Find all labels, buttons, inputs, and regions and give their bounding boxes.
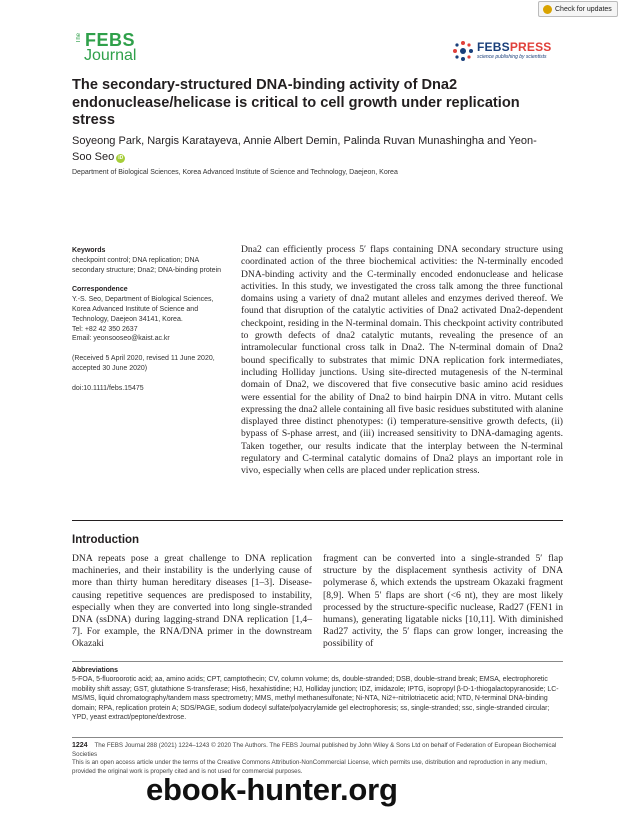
intro-right-column: fragment can be converted into a single-stranded 5′ flap structure by the displacement synthesis activity of DNA polymerase δ, which extends the upstream Okazaki fragment [8,9]. When 5′ flaps are short (<6 nt), they are most likely processed by the structure-specific nuclease, Rad27 (FEN1 in humans), generating ligatable nicks [10,11]. With diminished Rad27 activity, the 5′ flaps can grow longer, increasing the possibility of [323,553,563,650]
abbreviations-divider [72,661,563,662]
footer-license-line: This is an open access article under the terms of the Creative Commons Attribution-NonCommercial License, which permits use, distribution and reproduction in any medium, provided the original work is properly cited and is not used for commercial purposes. [72,759,547,775]
abstract: Dna2 can efficiently process 5′ flaps containing DNA secondary structure using coordinated action of the three biochemical activities: the N-terminally encoded DNA-binding activity and the C-terminally encoded endonuclease and helicase activities. In this study, we investigated the cross talk among the three functional domains using a variety of dna2 mutant alleles and enzymes derived thereof. We found that disruption of the catalytic activities of Dna2 activated Dna2-dependent checkpoint, residing in the N-terminal domain. This checkpoint activity contributed to growth defects of dna2 catalytic mutants, revealing the presence of an intramolecular functional cross talk in Dna2. The N-terminal domain of Dna2 bound specifically to substrates that mimic DNA replication fork intermediates, including Holliday junctions. Using site-directed mutagenesis of the N-terminal domain of Dna2, we discovered that five consecutive basic amino acid residues were essential for the ability of Dna2 to bind hairpin DNA in vitro. Mutant cells expressing the dna2 allele containing all five basic residues substituted with alanine displayed three distinct phenotypes: (i) temperature-sensitive growth defects, (ii) bypass of S-phase arrest, and (iii) increased sensitivity to DNA-damaging agents. Taken together, our results indicate that the interplay between the N-terminal regulatory and C-terminal catalytic domains of Dna2 plays an important role in vivo, especially when cells are placed under replication stress. [241,244,563,477]
email[interactable]: Email: yeonsooseo@kaist.ac.kr [72,335,170,343]
keywords: checkpoint control; DNA replication; DNA secondary structure; Dna2; DNA-binding protein [72,256,222,274]
article-title: The secondary-structured DNA-binding activity of Dna2 endonuclease/helicase is critical to cell growth under replication stress [72,77,520,128]
footer-divider [72,737,563,738]
section-divider [72,520,563,521]
febs-journal-logo: The FEBS Journal [76,30,137,64]
check-for-updates-label: Check for updates [555,5,612,13]
check-for-updates-button[interactable] [538,1,618,17]
affiliation: Department of Biological Sciences, Korea Advanced Institute of Science and Technology, Daejeon, Korea [72,169,398,176]
page-number: 1224 [72,742,88,749]
footer-journal-line: The FEBS Journal 288 (2021) 1224–1243 © 2020 The Authors. The FEBS Journal published by John Wiley & Sons Ltd on behalf of Federation of European Biochemical Societies [72,742,557,758]
intro-left-column: DNA repeats pose a great challenge to DNA replication machineries, and their instability is the underlying cause of more than thirty human hereditary diseases [1–3]. Disease-causing repetitive sequences are predisposed to instability, especially when they are converted into long single-stranded DNA (ssDNA) during lagging-strand DNA replication [1,4–7]. For example, the RNA/DNA primer in the downstream Okazaki [72,553,312,650]
correspondence-heading: Correspondence [72,286,128,294]
orcid-icon[interactable]: iD [118,155,124,161]
update-icon [543,5,552,14]
correspondence-address: Y.-S. Seo, Department of Biological Sciences, Korea Advanced Institute of Science and Technology, Daejeon 34141, Korea. [72,296,214,323]
abbreviations-block [72,666,563,722]
doi-link[interactable]: doi:10.1111/febs.15475 [72,384,144,392]
abbreviations-heading: Abbreviations [72,667,118,674]
received-dates: (Received 5 April 2020, revised 11 June 2020, accepted 30 June 2020) [72,355,215,372]
abbreviations-text: 5-FOA, 5-fluoroorotic acid; aa, amino acids; CPT, camptothecin; CV, column volume; ds, double-stranded; DSB, double-strand break; EMSA, electrophoretic mobility shift assay; GST, glutathione S-transferase; His6, hexahistidine; HJ, Holliday junction; IDZ, imidazole; IPTG, isopropyl β-D-1-thiogalactopyranoside; LC-MS/MS, liquid chromatography/tandem mass spectrometry; MMS, methyl methanesulfonate; Ni-NTA, Ni2+-nitrilotriacetic acid; NTD, N-terminal DNA-binding domain; RPA, replication protein A; SDS/PAGE, sodium dodecyl sulfate/polyacrylamide gel electrophoresis; ss, single-stranded; ssc, single-stranded circular; YPD, yeast extract/peptone/dextrose. [72,676,559,722]
febs-press-dots-icon [452,40,474,62]
author-list: Soyeong Park, Nargis Karatayeva, Annie Albert Demin, Palinda Ruvan Munashingha and Yeon-Soo Seo iD [72,135,537,163]
febs-press-logo: FEBSPRESS science publishing by scientists [452,38,562,66]
keywords-heading: Keywords [72,247,106,254]
telephone: Tel: +82 42 350 2637 [72,325,138,333]
introduction-heading: Introduction [72,534,140,546]
watermark: ebook-hunter.org [146,772,398,807]
article-info-sidebar [72,246,222,404]
